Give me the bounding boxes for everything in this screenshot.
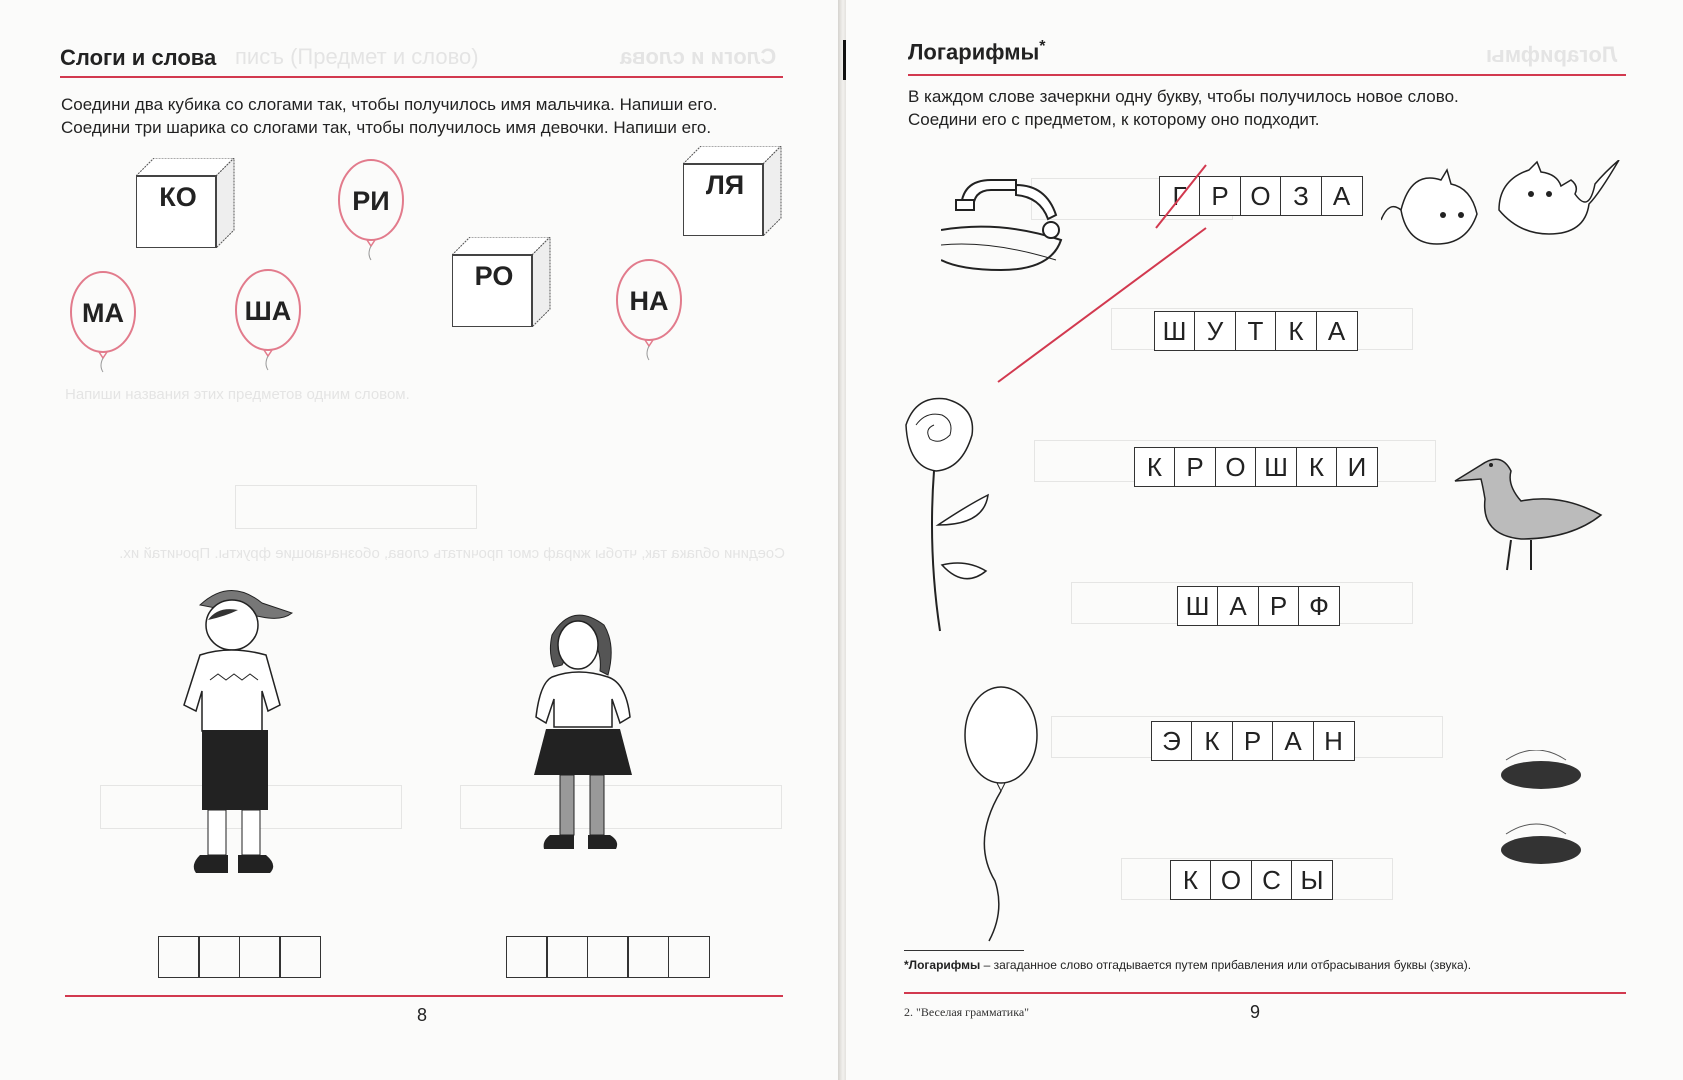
page-title: Логарифмы* xyxy=(908,38,1046,65)
page-number: 9 xyxy=(1250,1002,1261,1022)
word-ekran[interactable] xyxy=(1152,721,1355,761)
letter-cell[interactable]: Р xyxy=(1199,176,1241,216)
letter-cell[interactable]: Р xyxy=(1174,447,1216,487)
word-kroshki[interactable] xyxy=(1135,447,1378,487)
syllable-cube-lya[interactable]: ЛЯ xyxy=(683,146,783,236)
instructions: Соедини два кубика со слогами так, чтобы получилось имя мальчика. Напиши его. Соедини три шарика со слогами так, чтобы получилось имя девочки. Напиши его. xyxy=(61,95,718,137)
word-sharf[interactable] xyxy=(1178,586,1340,626)
answer-boxes-girl[interactable] xyxy=(507,936,710,978)
word-kosy[interactable] xyxy=(1171,860,1333,900)
footnote-rule xyxy=(904,950,1024,951)
ghost-box-row xyxy=(235,485,477,529)
ghost-mirror-subtitle: писъ (Предмет и слово) xyxy=(235,44,479,69)
letter-cell[interactable]: А xyxy=(1321,176,1363,216)
answer-boxes-boy[interactable] xyxy=(159,936,321,978)
letter-cell[interactable]: Ш xyxy=(1255,447,1297,487)
syllable-cube-ko[interactable]: КО xyxy=(136,158,236,248)
letter-cell[interactable]: К xyxy=(1275,311,1317,351)
right-page xyxy=(846,0,1683,1080)
letter-cell[interactable]: У xyxy=(1194,311,1236,351)
syllable-balloon-ri[interactable]: РИ xyxy=(336,158,406,268)
letter-cell[interactable]: З xyxy=(1280,176,1322,216)
ghost-mirror-title: Логарифмы xyxy=(1486,42,1618,67)
letter-cell[interactable]: К xyxy=(1170,860,1212,900)
ghost-instruction: Напиши названия этих предметов одним словом. xyxy=(65,386,410,403)
page-title: Слоги и слова xyxy=(60,45,217,70)
rose-illustration xyxy=(886,395,996,635)
letter-cell[interactable]: К xyxy=(1296,447,1338,487)
letter-cell[interactable]: А xyxy=(1316,311,1358,351)
footer-rule xyxy=(65,995,783,997)
letter-cell[interactable]: Э xyxy=(1151,721,1193,761)
balloon-illustration xyxy=(961,685,1041,945)
letter-cell[interactable]: С xyxy=(1251,860,1293,900)
boy-illustration xyxy=(170,580,300,910)
letter-cell[interactable]: А xyxy=(1272,721,1314,761)
letter-cell[interactable]: Ш xyxy=(1177,586,1219,626)
footnote: *Логарифмы – загаданное слово отгадывается путем прибавления или отбрасывания буквы (звука). xyxy=(904,958,1472,972)
duck-illustration xyxy=(1451,445,1611,575)
letter-cell[interactable]: Т xyxy=(1235,311,1277,351)
syllable-balloon-ma[interactable]: МА xyxy=(68,270,138,380)
title-rule xyxy=(60,76,783,78)
letter-cell[interactable]: Р xyxy=(1232,721,1274,761)
letter-cell[interactable]: К xyxy=(1191,721,1233,761)
letter-cell[interactable]: О xyxy=(1210,860,1252,900)
syllable-cube-ro[interactable]: РО xyxy=(452,237,552,327)
letter-cell[interactable]: О xyxy=(1240,176,1282,216)
example-strike-lines xyxy=(846,0,1683,400)
letter-cell[interactable]: Н xyxy=(1313,721,1355,761)
letter-cell[interactable]: О xyxy=(1215,447,1257,487)
left-page xyxy=(0,0,840,1080)
letter-cell[interactable]: А xyxy=(1217,586,1259,626)
girl-illustration xyxy=(530,605,640,905)
syllable-balloon-na[interactable]: НА xyxy=(614,258,684,368)
letter-cell[interactable]: Р xyxy=(1258,586,1300,626)
book-credit: 2. "Веселая грамматика" xyxy=(904,1005,1030,1019)
letter-cell[interactable]: Ш xyxy=(1154,311,1196,351)
syllable-balloon-sha[interactable]: ША xyxy=(233,268,303,378)
letter-cell[interactable]: И xyxy=(1336,447,1378,487)
letter-cell[interactable]: Г xyxy=(1159,176,1201,216)
letter-cell[interactable]: К xyxy=(1134,447,1176,487)
letter-cell[interactable]: Ф xyxy=(1298,586,1340,626)
page-number: 8 xyxy=(417,1005,428,1025)
instructions: В каждом слове зачеркни одну букву, чтобы получилось новое слово. Соедини его с предметом, к которому оно подходит. xyxy=(908,87,1459,129)
letter-cell[interactable]: Ы xyxy=(1291,860,1333,900)
wasps-illustration xyxy=(1486,750,1596,880)
footer-rule xyxy=(904,992,1626,994)
ghost-instruction-2: Соедини облака так, чтобы жираф смог прочитать слова, обозначающие фрукты. Прочитай их. xyxy=(119,545,785,562)
ghost-mirror-title: Слоги и слова xyxy=(620,44,777,69)
